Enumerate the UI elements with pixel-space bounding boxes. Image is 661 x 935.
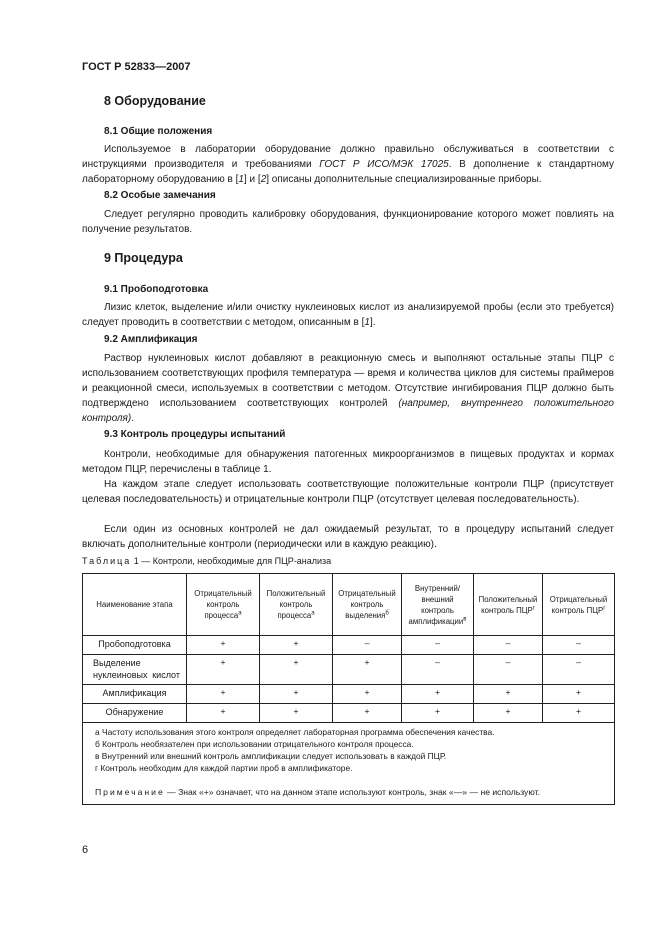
header-negative-pcr: Отрицательный контроль $ПЦР^г$ [543,574,615,636]
table-cell: – [543,655,615,685]
section-9-1-paragraph: Лизис клеток, выделение и/или очистку нуклеиновых кислот из анализируемой пробы (если это требуется) следует проводить в соответствии с методом, описанным в [1]. [82,302,614,328]
table-row [83,704,615,723]
section-8-1-paragraph: Используемое в лаборатории оборудование должно правильно обслуживаться в соответствии с инструкциями производителя и требованиями ГОСТ Р ИСО/МЭК 17025. В дополнение к стандартному лабораторному оборудованию в [1] и [2] описаны дополнительные специализированные приборы. [82,144,614,185]
section-9-3-paragraph-3: Если один из основных контролей не дал ожидаемый результат, то в процедуру испытаний следует включать дополнительные контроли (периодически или в каждую реакцию). [82,524,614,550]
table-caption: Таблица 1 — Контроли, необходимые для ПЦР-анализа [82,556,332,566]
table-cell: + [402,704,474,723]
header-amplification-control: Внутренний/ внешний контроль амплификации$^в$ [402,574,474,636]
table-cell: + [187,655,260,685]
table-cell: + [543,685,615,704]
table-cell: – [474,636,543,655]
header-positive-pcr: Положительный контроль $ПЦР^г$ [474,574,543,636]
header-negative-extraction: Отрицательный контроль выделения$^б$ [333,574,402,636]
section-8-1-title: 8.1 Общие положения [104,126,213,137]
table-footnotes-row [83,723,615,805]
footnote-b: б Контроль необязателен при использовании отрицательного контроля процесса. [95,739,414,749]
header-positive-process: Положительный контроль процесса$^а$ [260,574,333,636]
footnote-c: в Внутренний или внешний контроль амплификации следует использовать в каждой ПЦР. [95,751,447,761]
footnote-a: а Частоту использования этого контроля определяет лабораторная программа обеспечения качества. [95,727,495,737]
page-number: 6 [82,844,89,856]
row-stage-name: Амплификация [83,685,187,704]
table-cell: + [474,704,543,723]
table-row [83,636,615,655]
section-8-2-title: 8.2 Особые замечания [104,190,216,201]
table-cell: + [333,655,402,685]
table-cell: + [543,704,615,723]
table-cell: + [187,636,260,655]
section-9-title: 9 Процедура [104,251,183,265]
table-row [83,685,615,704]
table-cell: – [402,636,474,655]
table-cell: + [260,655,333,685]
table-cell: + [260,685,333,704]
section-9-1-title: 9.1 Пробоподготовка [104,284,209,295]
section-9-2-title: 9.2 Амплификация [104,334,198,345]
table-row [83,655,615,685]
section-9-3-paragraph-1: Контроли, необходимые для обнаружения патогенных микроорганизмов в пищевых продуктах и кормах методом ПЦР, перечислены в таблице 1. [82,449,614,475]
table-cell: + [474,685,543,704]
section-8-2-paragraph: Следует регулярно проводить калибровку оборудования, функционирование которого может повлиять на получение результатов. [82,209,614,235]
table-header-row [83,574,615,636]
row-stage-name: Пробоподготовка [83,636,187,655]
table-cell: + [260,704,333,723]
section-8-title: 8 Оборудование [104,94,206,108]
section-9-2-paragraph: Раствор нуклеиновых кислот добавляют в реакционную смесь и выполняют остальные этапы ПЦР с использованием соответствующих профиля температура — время и количества циклов для системы праймеров и реакционной смеси, используемых в соответствии с методом. Отсутствие ингибирования ПЦР должно быть подтверждено использованием соответствующих контролей (например, внутреннего положительного контроля). [82,353,614,424]
table-cell: + [260,636,333,655]
row-stage-name: Выделение нуклеиновых кислот [83,655,187,685]
document-id: ГОСТ Р 52833—2007 [82,61,191,73]
table-cell: + [333,685,402,704]
table-footnotes [83,723,615,805]
section-9-3-title: 9.3 Контроль процедуры испытаний [104,429,286,440]
controls-table [82,573,615,805]
table-cell: + [402,685,474,704]
table-cell: + [333,704,402,723]
header-negative-process: Отрицательный контроль процесса$^а$ [187,574,260,636]
row-stage-name: Обнаружение [83,704,187,723]
table-cell: – [333,636,402,655]
table-cell: – [474,655,543,685]
table-note: Примечание — Знак «+» означает, что на данном этапе используют контроль, знак «—» — не используют. [95,787,540,797]
table-cell: – [543,636,615,655]
footnote-d: г Контроль необходим для каждой партии проб в амплификаторе. [95,763,353,773]
table-cell: – [402,655,474,685]
section-9-3-paragraph-2: На каждом этапе следует использовать соответствующие положительные контроли ПЦР (присутствует целевая последовательность) и отрицательные контроли ПЦР (отсутствует целевая последовательность). [82,479,614,505]
header-stage-name: Наименование этапа [83,574,187,636]
table-cell: + [187,704,260,723]
table-cell: + [187,685,260,704]
